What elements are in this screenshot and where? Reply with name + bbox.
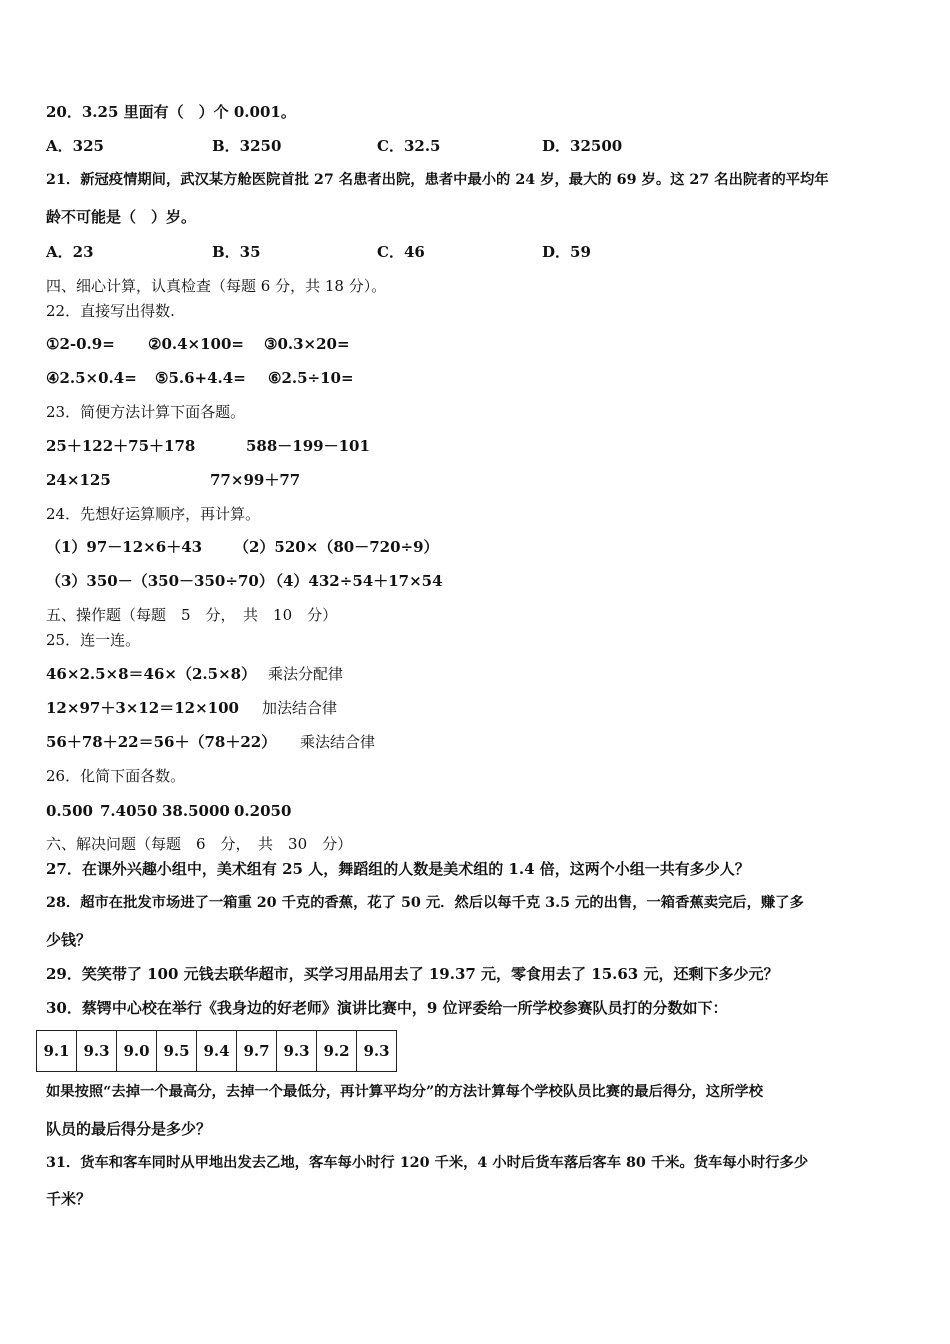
q26-stem: 26．化简下面各数。 (46, 767, 186, 785)
score-table (36, 1030, 397, 1072)
q31-stem-line2: 千米？ (46, 1190, 92, 1208)
q21-stem-line2: 龄不可能是（ ）岁。 (46, 208, 197, 226)
q23-stem: 23．简便方法计算下面各题。 (46, 403, 246, 421)
q23-item-3: 24×125 (46, 471, 111, 489)
q24-item-2: （2）520×（80－720÷9） (234, 538, 439, 556)
q24-stem: 24．先想好运算顺序，再计算。 (46, 505, 261, 523)
q29-stem: 29．笑笑带了 100 元钱去联华超市，买学习用品用去了 19.37 元，零食用去了 15.63 元，还剩下多少元？ (46, 965, 779, 983)
section-5-heading: 五、操作题（每题 5 分， 共 10 分） (46, 606, 338, 624)
q22-stem: 22．直接写出得数. (46, 302, 175, 320)
q28-stem-line2: 少钱？ (46, 931, 92, 949)
q25-stem: 25．连一连。 (46, 631, 141, 649)
q23-item-1: 25＋122＋75＋178 (46, 437, 196, 455)
q25-law-1: 乘法分配律 (268, 665, 344, 683)
q28-stem-line1: 28．超市在批发市场进了一箱重 20 千克的香蕉，花了 50 元．然后以每千克 3.5 元的出售，一箱香蕉卖完后，赚了多 (46, 895, 804, 911)
q26-number-3: 38.5000 (162, 802, 230, 820)
q25-expression-2: 12×97＋3×12＝12×100 (46, 699, 239, 717)
q24-item-1: （1）97－12×6＋43 (46, 538, 203, 556)
q21-option-c: C．46 (377, 243, 425, 261)
q26-number-1: 0.500 (46, 802, 93, 820)
q22-item-3: ③0.3×20= (264, 335, 350, 353)
q24-item-3: （3）350－（350－350÷70） (46, 572, 274, 590)
section-6-heading: 六、解决问题（每题 6 分， 共 30 分） (46, 835, 353, 853)
q25-expression-1: 46×2.5×8＝46×（2.5×8） (46, 665, 257, 683)
q25-expression-3: 56＋78＋22＝56＋（78＋22） (46, 733, 277, 751)
score-cell: 9.3 (277, 1031, 317, 1072)
q30-question-line1: 如果按照“去掉一个最高分，去掉一个最低分，再计算平均分”的方法计算每个学校队员比赛的最后得分，这所学校 (46, 1084, 763, 1100)
q20-option-c: C．32.5 (377, 137, 441, 155)
q22-item-2: ②0.4×100= (148, 335, 244, 353)
score-cell: 9.2 (317, 1031, 357, 1072)
q20-stem: 20．3.25 里面有（ ）个 0.001。 (46, 103, 296, 121)
q20-option-d: D．32500 (542, 137, 623, 155)
q20-option-b: B．3250 (212, 137, 282, 155)
table-row (37, 1031, 397, 1072)
q20-option-a: A．325 (46, 137, 104, 155)
q22-item-1: ①2-0.9= (46, 335, 115, 353)
q30-question-line2: 队员的最后得分是多少？ (46, 1120, 212, 1138)
section-4-heading: 四、细心计算，认真检查（每题 6 分，共 18 分）。 (46, 277, 387, 295)
q23-item-2: 588－199－101 (246, 437, 370, 455)
q25-law-3: 乘法结合律 (300, 733, 376, 751)
score-cell: 9.3 (77, 1031, 117, 1072)
score-cell: 9.5 (157, 1031, 197, 1072)
q24-item-4: （4）432÷54＋17×54 (268, 572, 443, 590)
q22-item-6: ⑥2.5÷10= (268, 369, 354, 387)
q21-stem-line1: 21．新冠疫情期间，武汉某方舱医院首批 27 名患者出院，患者中最小的 24 岁，最大的 69 岁。这 27 名出院者的平均年 (46, 172, 829, 188)
q21-option-d: D．59 (542, 243, 591, 261)
score-cell: 9.1 (37, 1031, 77, 1072)
q23-item-4: 77×99＋77 (210, 471, 301, 489)
q27-stem: 27．在课外兴趣小组中，美术组有 25 人，舞蹈组的人数是美术组的 1.4 倍，这两个小组一共有多少人？ (46, 860, 750, 878)
q22-item-5: ⑤5.6+4.4= (155, 369, 246, 387)
q25-law-2: 加法结合律 (262, 699, 338, 717)
score-cell: 9.7 (237, 1031, 277, 1072)
q26-number-2: 7.4050 (100, 802, 158, 820)
q30-stem: 30．蔡锷中心校在举行《我身边的好老师》演讲比赛中，9 位评委给一所学校参赛队员打的分数如下： (46, 999, 728, 1017)
q21-option-b: B．35 (212, 243, 261, 261)
q21-option-a: A．23 (46, 243, 94, 261)
score-cell: 9.4 (197, 1031, 237, 1072)
q22-item-4: ④2.5×0.4= (46, 369, 137, 387)
score-cell: 9.3 (357, 1031, 397, 1072)
q26-number-4: 0.2050 (234, 802, 292, 820)
score-cell: 9.0 (117, 1031, 157, 1072)
q31-stem-line1: 31．货车和客车同时从甲地出发去乙地，客车每小时行 120 千米，4 小时后货车落后客车 80 千米。货车每小时行多少 (46, 1155, 809, 1171)
